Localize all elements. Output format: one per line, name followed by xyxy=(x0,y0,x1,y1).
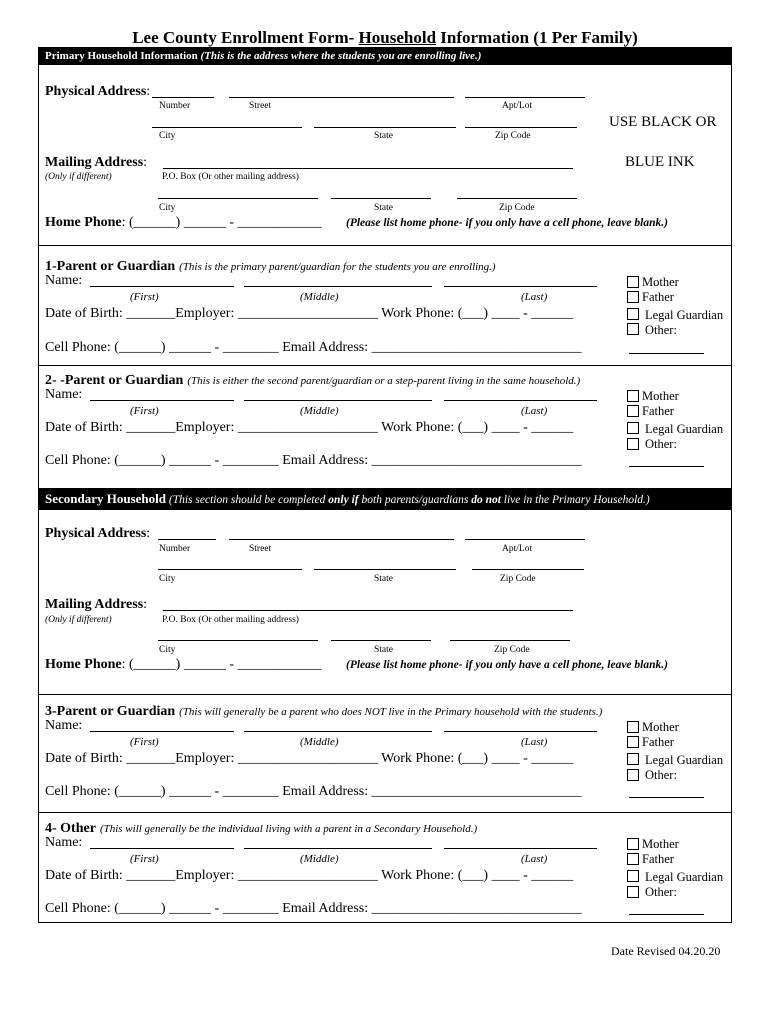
parent1-other-checkbox[interactable] xyxy=(627,323,639,335)
date-revised: Date Revised 04.20.20 xyxy=(611,944,721,958)
first-caption: (First) xyxy=(130,291,159,303)
parent4-other-field[interactable] xyxy=(629,914,704,915)
middle-caption: (Middle) xyxy=(300,853,339,865)
state-field[interactable] xyxy=(314,127,456,128)
number-caption: Number xyxy=(159,101,191,111)
legal-guardian-label: Legal Guardian xyxy=(645,870,724,884)
parent3-other-checkbox[interactable] xyxy=(627,769,639,781)
primary-household-bar: Primary Household Information (This is the address where the students you are enrolling live.) xyxy=(38,47,732,65)
secondary-physical-address-label: Physical Address: xyxy=(45,526,151,541)
parent3-other-field[interactable] xyxy=(629,797,704,798)
secondary-street-field[interactable] xyxy=(229,539,454,540)
father-label: Father xyxy=(642,735,674,749)
first-caption: (First) xyxy=(130,853,159,865)
other-label: Other: xyxy=(645,323,677,337)
parent1-heading: 1-Parent or Guardian (This is the primary parent/guardian for the students you are enrolling.) xyxy=(45,259,496,274)
parent2-other-field[interactable] xyxy=(629,466,704,467)
mailing-zip-field[interactable] xyxy=(457,198,577,199)
state-caption: State xyxy=(374,645,393,655)
mailing-state-field[interactable] xyxy=(331,198,431,199)
mailing-address-label: Mailing Address: xyxy=(45,155,148,170)
home-phone-note: (Please list home phone- if you only have a cell phone, leave blank.) xyxy=(346,217,668,229)
state-caption: State xyxy=(374,574,393,584)
father-label: Father xyxy=(642,404,674,418)
parent2-cell-email[interactable]: Cell Phone: (______) ______ - ________ Email Address: ______________________________ xyxy=(45,453,582,468)
first-caption: (First) xyxy=(130,736,159,748)
street-field[interactable] xyxy=(229,97,454,98)
ink-note-line2: BLUE INK xyxy=(625,154,695,170)
secondary-mailing-city-field[interactable] xyxy=(158,640,318,641)
secondary-mailing-state-field[interactable] xyxy=(331,640,431,641)
po-box-caption: P.O. Box (Or other mailing address) xyxy=(162,172,299,182)
parent4-father-checkbox[interactable] xyxy=(627,853,639,865)
secondary-home-phone[interactable]: Home Phone: (______) ______ - ____________ xyxy=(45,657,322,672)
divider xyxy=(38,694,732,695)
middle-caption: (Middle) xyxy=(300,736,339,748)
parent1-father-checkbox[interactable] xyxy=(627,291,639,303)
parent4-name-label: Name: xyxy=(45,835,83,850)
parent2-legal-guardian-checkbox[interactable] xyxy=(627,422,639,434)
po-box-caption: P.O. Box (Or other mailing address) xyxy=(162,615,299,625)
only-if-different: (Only if different) xyxy=(45,615,112,625)
parent1-middle-field[interactable] xyxy=(244,286,432,287)
street-caption: Street xyxy=(249,101,272,111)
secondary-mailing-address-label: Mailing Address: xyxy=(45,597,148,612)
parent2-father-checkbox[interactable] xyxy=(627,405,639,417)
mailing-city-caption: City xyxy=(159,203,176,213)
other-label: Other: xyxy=(645,768,677,782)
zip-caption: Zip Code xyxy=(495,131,531,141)
parent4-mother-checkbox[interactable] xyxy=(627,838,639,850)
city-caption: City xyxy=(159,574,176,584)
legal-guardian-label: Legal Guardian xyxy=(645,753,724,767)
secondary-mailing-zip-field[interactable] xyxy=(450,640,570,641)
parent2-first-field[interactable] xyxy=(90,400,234,401)
zip-caption: Zip Code xyxy=(500,574,536,584)
only-if-different: (Only if different) xyxy=(45,172,112,182)
divider xyxy=(38,245,732,246)
street-caption: Street xyxy=(249,544,272,554)
secondary-household-bar: Secondary Household (This section should be completed only if both parents/guardians do not live in the Primary Household.) xyxy=(38,488,732,510)
secondary-apt-field[interactable] xyxy=(465,539,585,540)
parent1-dob-employer-workphone[interactable]: Date of Birth: _______Employer: ____________________ Work Phone: (___) ____ - ______ xyxy=(45,306,574,321)
middle-caption: (Middle) xyxy=(300,405,339,417)
secondary-mailing-field[interactable] xyxy=(163,610,573,611)
city-field[interactable] xyxy=(152,127,302,128)
number-caption: Number xyxy=(159,544,191,554)
state-caption: State xyxy=(374,131,393,141)
divider xyxy=(38,365,732,366)
secondary-home-phone-note: (Please list home phone- if you only have a cell phone, leave blank.) xyxy=(346,659,668,671)
parent3-cell-email[interactable]: Cell Phone: (______) ______ - ________ Email Address: ______________________________ xyxy=(45,784,582,799)
parent2-last-field[interactable] xyxy=(444,400,597,401)
mother-label: Mother xyxy=(642,837,679,851)
other-label: Other: xyxy=(645,885,677,899)
mailing-zip-caption: Zip Code xyxy=(499,203,535,213)
father-label: Father xyxy=(642,290,674,304)
parent3-middle-field[interactable] xyxy=(244,731,432,732)
parent1-first-field[interactable] xyxy=(90,286,234,287)
city-caption: City xyxy=(159,645,176,655)
last-caption: (Last) xyxy=(521,853,548,865)
form-title: Lee County Enrollment Form- Household Information (1 Per Family) xyxy=(132,28,638,47)
secondary-city-field[interactable] xyxy=(158,569,302,570)
mother-label: Mother xyxy=(642,720,679,734)
mailing-state-caption: State xyxy=(374,203,393,213)
secondary-zip-field[interactable] xyxy=(472,569,584,570)
parent4-middle-field[interactable] xyxy=(244,848,432,849)
mother-label: Mother xyxy=(642,389,679,403)
parent3-father-checkbox[interactable] xyxy=(627,736,639,748)
parent3-legal-guardian-checkbox[interactable] xyxy=(627,753,639,765)
mother-label: Mother xyxy=(642,275,679,289)
mailing-city-field[interactable] xyxy=(158,198,318,199)
parent1-mother-checkbox[interactable] xyxy=(627,276,639,288)
physical-address-label: Physical Address: xyxy=(45,84,151,99)
parent1-cell-email[interactable]: Cell Phone: (______) ______ - ________ Email Address: ______________________________ xyxy=(45,340,582,355)
parent1-name-label: Name: xyxy=(45,273,83,288)
parent3-first-field[interactable] xyxy=(90,731,234,732)
parent2-middle-field[interactable] xyxy=(244,400,432,401)
mailing-field[interactable] xyxy=(163,168,573,169)
secondary-state-field[interactable] xyxy=(314,569,456,570)
apt-caption: Apt/Lot xyxy=(502,101,533,111)
divider xyxy=(38,812,732,813)
last-caption: (Last) xyxy=(521,405,548,417)
ink-note-line1: USE BLACK OR xyxy=(609,114,717,130)
parent1-legal-guardian-checkbox[interactable] xyxy=(627,308,639,320)
parent1-other-field[interactable] xyxy=(629,353,704,354)
parent3-mother-checkbox[interactable] xyxy=(627,721,639,733)
apt-caption: Apt/Lot xyxy=(502,544,533,554)
parent4-legal-guardian-checkbox[interactable] xyxy=(627,870,639,882)
parent2-dob-employer-workphone[interactable]: Date of Birth: _______Employer: ____________________ Work Phone: (___) ____ - ______ xyxy=(45,420,574,435)
secondary-number-field[interactable] xyxy=(158,539,216,540)
parent3-heading: 3-Parent or Guardian (This will generally be a parent who does NOT live in the Primary household with the students.) xyxy=(45,704,603,719)
parent3-name-label: Name: xyxy=(45,718,83,733)
middle-caption: (Middle) xyxy=(300,291,339,303)
parent3-last-field[interactable] xyxy=(444,731,597,732)
parent4-dob-employer-workphone[interactable]: Date of Birth: _______Employer: ____________________ Work Phone: (___) ____ - ______ xyxy=(45,868,574,883)
parent4-last-field[interactable] xyxy=(444,848,597,849)
last-caption: (Last) xyxy=(521,736,548,748)
last-caption: (Last) xyxy=(521,291,548,303)
zip-caption: Zip Code xyxy=(494,645,530,655)
parent4-other-checkbox[interactable] xyxy=(627,886,639,898)
parent2-name-label: Name: xyxy=(45,387,83,402)
parent2-mother-checkbox[interactable] xyxy=(627,390,639,402)
legal-guardian-label: Legal Guardian xyxy=(645,422,724,436)
parent4-first-field[interactable] xyxy=(90,848,234,849)
parent3-dob-employer-workphone[interactable]: Date of Birth: _______Employer: ____________________ Work Phone: (___) ____ - ______ xyxy=(45,751,574,766)
first-caption: (First) xyxy=(130,405,159,417)
parent1-last-field[interactable] xyxy=(444,286,597,287)
parent2-other-checkbox[interactable] xyxy=(627,438,639,450)
parent4-cell-email[interactable]: Cell Phone: (______) ______ - ________ Email Address: ______________________________ xyxy=(45,901,582,916)
legal-guardian-label: Legal Guardian xyxy=(645,308,724,322)
apt-field[interactable] xyxy=(465,97,585,98)
parent2-heading: 2- -Parent or Guardian (This is either the second parent/guardian or a step-parent living in the same household.) xyxy=(45,373,581,388)
city-caption: City xyxy=(159,131,176,141)
father-label: Father xyxy=(642,852,674,866)
zip-field[interactable] xyxy=(465,127,577,128)
other-label: Other: xyxy=(645,437,677,451)
number-field[interactable] xyxy=(152,97,214,98)
home-phone[interactable]: Home Phone: (______) ______ - ____________ xyxy=(45,215,322,230)
parent4-heading: 4- Other (This will generally be the individual living with a parent in a Secondary Household.) xyxy=(45,821,478,836)
